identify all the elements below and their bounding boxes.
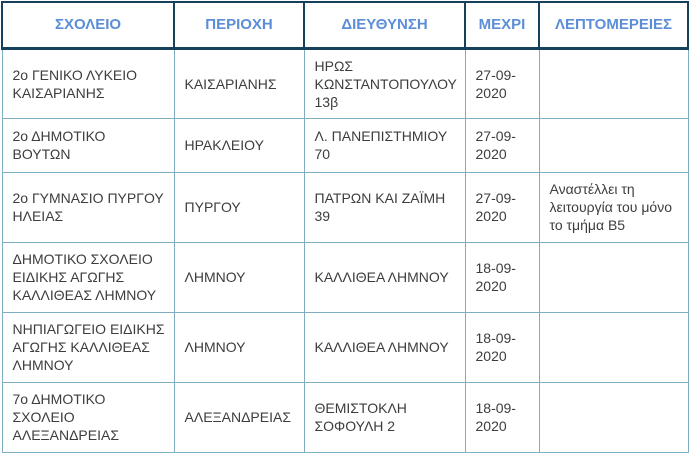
cell-until: 18-09-2020	[465, 242, 539, 312]
header-row	[2, 2, 688, 48]
cell-until: 27-09-2020	[465, 48, 539, 118]
table-row	[2, 172, 688, 242]
column-header-until: ΜΕΧΡΙ	[465, 2, 539, 48]
table-row	[2, 382, 688, 452]
cell-address: ΚΑΛΛΙΘΕΑ ΛΗΜΝΟΥ	[304, 242, 465, 312]
cell-details	[539, 118, 688, 172]
schools-table	[1, 1, 689, 453]
cell-until: 18-09-2020	[465, 382, 539, 452]
cell-region: ΛΗΜΝΟΥ	[174, 312, 304, 382]
cell-details	[539, 312, 688, 382]
table-row	[2, 48, 688, 118]
cell-details	[539, 48, 688, 118]
table-row	[2, 118, 688, 172]
cell-address: ΗΡΩΣ ΚΩΝΣΤΑΝΤΟΠΟΥΛΟΥ 13β	[304, 48, 465, 118]
cell-details	[539, 242, 688, 312]
cell-until: 18-09-2020	[465, 312, 539, 382]
column-header-details: ΛΕΠΤΟΜΕΡΕΙΕΣ	[539, 2, 688, 48]
cell-until: 27-09-2020	[465, 172, 539, 242]
cell-region: ΑΛΕΞΑΝΔΡΕΙΑΣ	[174, 382, 304, 452]
cell-region: ΠΥΡΓΟΥ	[174, 172, 304, 242]
table-row	[2, 312, 688, 382]
column-header-school: ΣΧΟΛΕΙΟ	[2, 2, 174, 48]
cell-school: 2ο ΓΕΝΙΚΟ ΛΥΚΕΙΟ ΚΑΙΣΑΡΙΑΝΗΣ	[2, 48, 174, 118]
column-header-region: ΠΕΡΙΟΧΗ	[174, 2, 304, 48]
cell-details	[539, 382, 688, 452]
cell-school: 7ο ΔΗΜΟΤΙΚΟ ΣΧΟΛΕΙΟ ΑΛΕΞΑΝΔΡΕΙΑΣ	[2, 382, 174, 452]
column-header-address: ΔΙΕΥΘΥΝΣΗ	[304, 2, 465, 48]
cell-region: ΛΗΜΝΟΥ	[174, 242, 304, 312]
cell-region: ΚΑΙΣΑΡΙΑΝΗΣ	[174, 48, 304, 118]
table-body	[2, 48, 688, 452]
cell-school: 2ο ΓΥΜΝΑΣΙΟ ΠΥΡΓΟΥ ΗΛΕΙΑΣ	[2, 172, 174, 242]
cell-address: ΠΑΤΡΩΝ ΚΑΙ ΖΑΪΜΗ 39	[304, 172, 465, 242]
cell-school: ΔΗΜΟΤΙΚΟ ΣΧΟΛΕΙΟ ΕΙΔΙΚΗΣ ΑΓΩΓΗΣ ΚΑΛΛΙΘΕΑΣ ΛΗΜΝΟΥ	[2, 242, 174, 312]
cell-details: Αναστέλλει τη λειτουργία του μόνο το τμήμα Β5	[539, 172, 688, 242]
cell-address: Λ. ΠΑΝΕΠΙΣΤΗΜΙΟΥ 70	[304, 118, 465, 172]
cell-address: ΚΑΛΛΙΘΕΑ ΛΗΜΝΟΥ	[304, 312, 465, 382]
cell-school: ΝΗΠΙΑΓΩΓΕΙΟ ΕΙΔΙΚΗΣ ΑΓΩΓΗΣ ΚΑΛΛΙΘΕΑΣ ΛΗΜΝΟΥ	[2, 312, 174, 382]
table-header	[2, 2, 688, 48]
cell-region: ΗΡΑΚΛΕΙΟΥ	[174, 118, 304, 172]
cell-address: ΘΕΜΙΣΤΟΚΛΗ ΣΟΦΟΥΛΗ 2	[304, 382, 465, 452]
cell-school: 2ο ΔΗΜΟΤΙΚΟ ΒΟΥΤΩΝ	[2, 118, 174, 172]
table-row	[2, 242, 688, 312]
cell-until: 27-09-2020	[465, 118, 539, 172]
